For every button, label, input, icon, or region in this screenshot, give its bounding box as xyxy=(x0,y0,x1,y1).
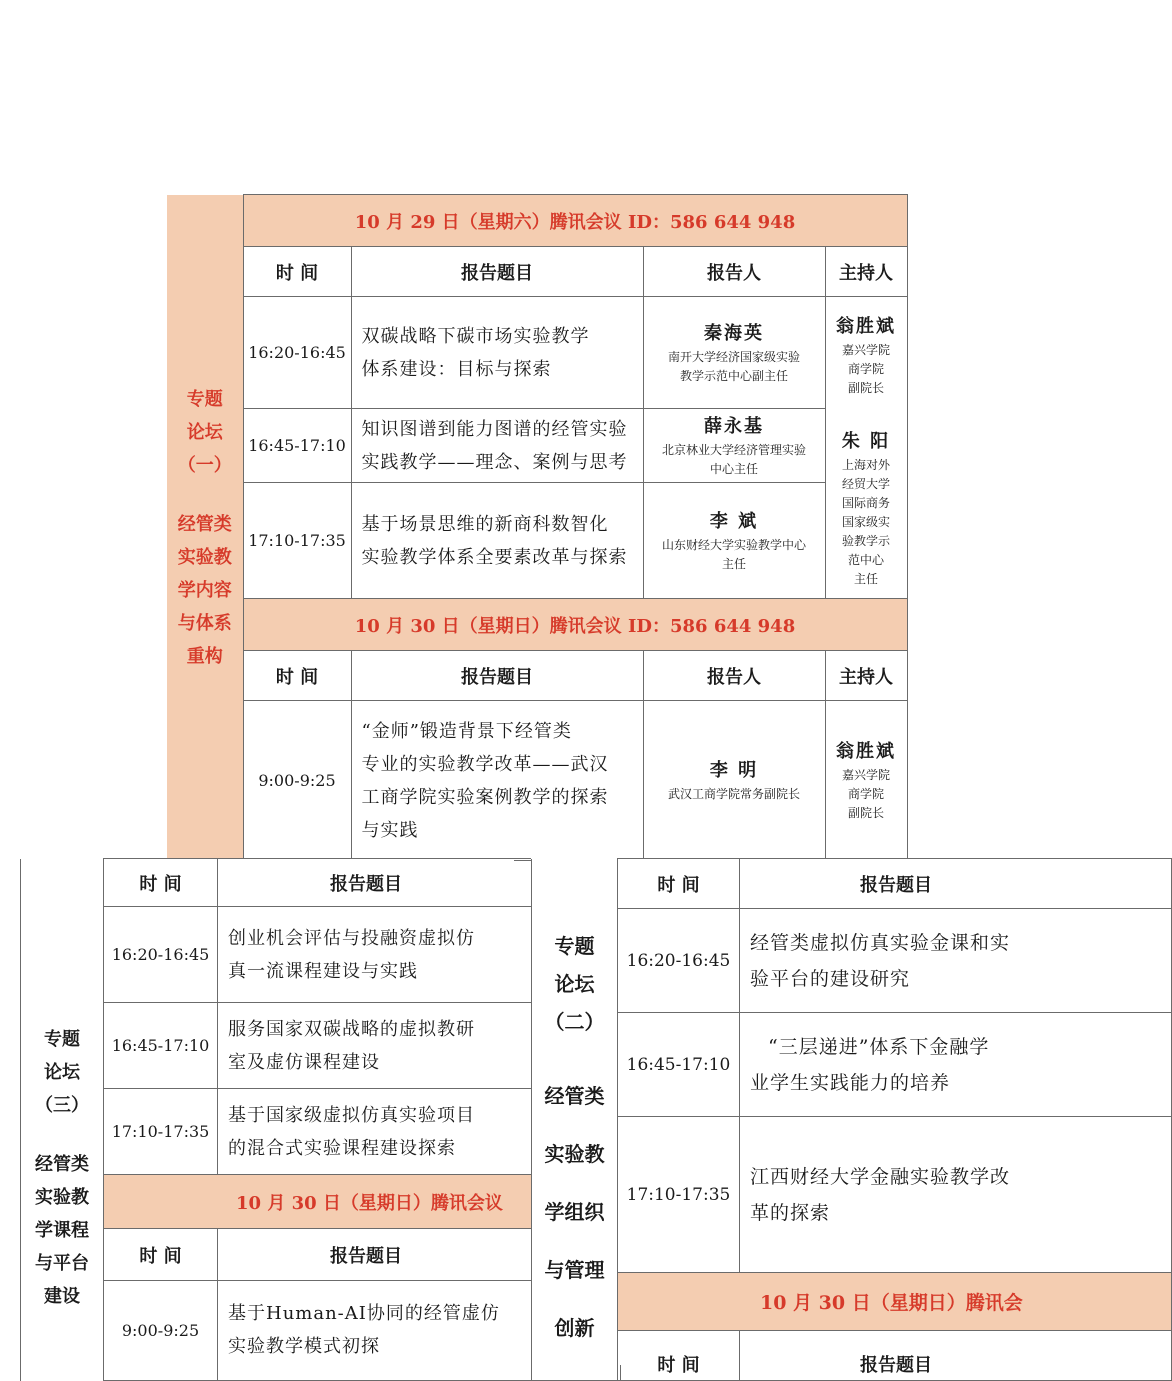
table-row xyxy=(167,701,907,861)
session-topic xyxy=(351,701,643,861)
session-time: 17:10-17:35 xyxy=(618,1117,740,1273)
header-host: 主持人 xyxy=(825,651,907,701)
speaker-name: 李 斌 xyxy=(709,510,759,532)
topic-line: 实践教学——理念、案例与思考 xyxy=(361,451,628,473)
forum-label-line: 论坛 xyxy=(44,1061,80,1083)
forum-label-line: （一） xyxy=(177,454,232,476)
host-entry xyxy=(826,297,907,398)
speaker-org: 山东财经大学实验教学中心 xyxy=(661,537,806,552)
header-time: 时 间 xyxy=(243,247,351,297)
forum-label-line: 论坛 xyxy=(554,971,595,996)
speaker-org: 北京林业大学经济管理实验 xyxy=(661,442,806,457)
topic-line: 双碳战略下碳市场实验教学 xyxy=(361,325,590,347)
header-time: 时 间 xyxy=(104,1229,218,1281)
session-time: 16:20-16:45 xyxy=(243,297,351,409)
speaker-org: 武汉工商学院常务副院长 xyxy=(667,787,800,801)
session-topic xyxy=(740,1013,1172,1117)
session-topic xyxy=(351,409,643,483)
topic-line: “三层递进”体系下金融学 xyxy=(768,1035,990,1058)
topic-line: 业学生实践能力的培养 xyxy=(750,1071,951,1094)
header-time: 时 间 xyxy=(243,651,351,701)
topic-line: 实验教学模式初探 xyxy=(228,1336,380,1357)
host-org: 商学院 xyxy=(848,787,885,801)
table-row xyxy=(167,483,907,599)
host-entry xyxy=(826,398,907,589)
header-time: 时 间 xyxy=(618,859,740,909)
session-topic xyxy=(351,297,643,409)
session-time: 17:10-17:35 xyxy=(243,483,351,599)
header-topic: 报告题目 xyxy=(351,247,643,297)
forum-theme-line: 与体系 xyxy=(177,612,232,634)
header-topic: 报告题目 xyxy=(351,651,643,701)
session-time: 16:45-17:10 xyxy=(104,1003,218,1089)
speaker-name: 秦海英 xyxy=(704,322,764,344)
header-topic: 报告题目 xyxy=(740,859,1172,909)
topic-line: 验平台的建设研究 xyxy=(750,967,911,990)
topic-line: 实验教学体系全要素改革与探索 xyxy=(361,546,628,568)
session-topic xyxy=(351,483,643,599)
session-topic xyxy=(740,1117,1172,1273)
forum-theme-line: 实验教 xyxy=(35,1186,89,1208)
forum-theme-line: 与平台 xyxy=(35,1252,89,1274)
header-speaker: 报告人 xyxy=(643,651,825,701)
host-org: 副院长 xyxy=(848,806,885,820)
schedule-table-forum-two xyxy=(531,858,1172,1381)
forum-three-sidebar xyxy=(21,859,104,1381)
host-org: 范中心 xyxy=(848,553,885,567)
forum-label-line: （三） xyxy=(35,1094,89,1116)
forum-label-line: （二） xyxy=(544,1009,605,1034)
speaker-name: 李 明 xyxy=(709,760,759,781)
topic-line: 的混合式实验课程建设探索 xyxy=(228,1137,456,1159)
session-hosts xyxy=(825,297,907,599)
schedule-table-forum-one xyxy=(167,194,908,861)
forum-theme-line: 实验教 xyxy=(177,546,232,568)
host-org: 经贸大学 xyxy=(842,477,891,491)
topic-line: 体系建设：目标与探索 xyxy=(361,358,552,380)
forum-theme-line: 学课程 xyxy=(35,1219,89,1241)
forum-label-line: 专题 xyxy=(186,388,223,410)
host-org: 国际商务 xyxy=(842,496,891,510)
forum-theme-line: 实验教 xyxy=(544,1141,605,1166)
topic-line: 江西财经大学金融实验教学改 xyxy=(750,1165,1011,1188)
forum-theme-line: 与管理 xyxy=(544,1257,605,1282)
day-title-text: 10 月 30 日（星期日）腾讯会议 xyxy=(236,1192,503,1214)
session-topic xyxy=(740,909,1172,1013)
session-host xyxy=(825,701,907,861)
forum-theme-line: 重构 xyxy=(186,645,223,667)
speaker-org: 中心主任 xyxy=(709,461,758,476)
topic-line: 知识图谱到能力图谱的经管实验 xyxy=(361,418,628,440)
host-org: 副院长 xyxy=(848,381,885,395)
header-topic: 报告题目 xyxy=(218,859,621,907)
topic-line: 基于国家级虚拟仿真实验项目 xyxy=(228,1104,475,1126)
session-time: 17:10-17:35 xyxy=(104,1089,218,1175)
host-org: 嘉兴学院 xyxy=(842,343,891,357)
session-time: 16:45-17:10 xyxy=(618,1013,740,1117)
topic-line: 专业的实验教学改革——武汉 xyxy=(361,753,609,775)
day-title-text: 10 月 30 日（星期日）腾讯会 xyxy=(760,1292,1023,1314)
day-title-oct30: 10 月 30 日（星期日）腾讯会议 ID：586 644 948 xyxy=(243,599,907,651)
forum-two-label xyxy=(545,927,605,1357)
header-speaker: 报告人 xyxy=(643,247,825,297)
panel-forum-three xyxy=(20,858,514,1365)
topic-line: “金师”锻造背景下经管类 xyxy=(361,720,572,742)
table-row xyxy=(532,909,1172,1013)
topic-line: 室及虚仿课程建设 xyxy=(228,1051,380,1073)
host-org: 主任 xyxy=(854,572,879,586)
forum-three-label xyxy=(35,1023,89,1313)
panel-forum-one xyxy=(167,194,907,858)
topic-line: 创业机会评估与投融资虚拟仿 xyxy=(228,927,475,949)
session-time: 16:20-16:45 xyxy=(104,907,218,1003)
topic-line: 革的探索 xyxy=(750,1201,831,1224)
forum-two-sidebar xyxy=(532,859,618,1381)
session-speaker xyxy=(643,483,825,599)
day-title-oct29: 10 月 29 日（星期六）腾讯会议 ID：586 644 948 xyxy=(243,195,907,247)
table-row xyxy=(532,1117,1172,1273)
topic-line: 基于场景思维的新商科数智化 xyxy=(361,513,609,535)
host-org: 嘉兴学院 xyxy=(842,768,891,782)
forum-one-sidebar xyxy=(167,195,243,861)
session-speaker xyxy=(643,297,825,409)
forum-one-label xyxy=(178,383,232,673)
header-host: 主持人 xyxy=(825,247,907,297)
forum-label-line: 专题 xyxy=(44,1028,80,1050)
table-row xyxy=(167,409,907,483)
host-name: 翁胜斌 xyxy=(836,741,896,762)
panel-forum-two xyxy=(531,858,1024,1376)
forum-theme-line: 创新 xyxy=(554,1315,595,1340)
header-time: 时 间 xyxy=(104,859,218,907)
session-time: 16:45-17:10 xyxy=(243,409,351,483)
session-time: 9:00-9:25 xyxy=(243,701,351,861)
table-row xyxy=(532,1013,1172,1117)
speaker-org: 教学示范中心副主任 xyxy=(679,368,788,383)
forum-theme-line: 建设 xyxy=(44,1285,80,1307)
day-title-oct30 xyxy=(618,1273,1172,1331)
forum-label-line: 专题 xyxy=(554,933,595,958)
host-name: 翁胜斌 xyxy=(836,316,896,337)
host-name: 朱 阳 xyxy=(841,431,891,452)
topic-line: 真一流课程建设与实践 xyxy=(228,960,418,982)
session-speaker xyxy=(643,409,825,483)
topic-line: 服务国家双碳战略的虚拟教研 xyxy=(228,1018,475,1040)
host-org: 国家级实 xyxy=(842,515,891,529)
session-time: 9:00-9:25 xyxy=(104,1281,218,1381)
speaker-org: 南开大学经济国家级实验 xyxy=(667,349,800,364)
forum-label-line: 论坛 xyxy=(186,421,223,443)
host-org: 上海对外 xyxy=(842,458,891,472)
forum-theme-line: 经管类 xyxy=(544,1083,605,1108)
topic-line: 工商学院实验案例教学的探索 xyxy=(361,786,609,808)
topic-line: 基于Human-AI协同的经管虚仿 xyxy=(228,1303,500,1324)
speaker-org: 主任 xyxy=(721,556,746,571)
header-time: 时 间 xyxy=(618,1331,740,1381)
forum-theme-line: 经管类 xyxy=(35,1153,89,1175)
session-speaker xyxy=(643,701,825,861)
header-topic: 报告题目 xyxy=(740,1331,1172,1381)
host-org: 商学院 xyxy=(848,362,885,376)
topic-line: 经管类虚拟仿真实验金课和实 xyxy=(750,931,1011,954)
forum-theme-line: 学组织 xyxy=(544,1199,605,1224)
speaker-name: 薛永基 xyxy=(704,415,764,437)
forum-theme-line: 经管类 xyxy=(177,513,232,535)
header-topic: 报告题目 xyxy=(218,1229,621,1281)
forum-theme-line: 学内容 xyxy=(177,579,232,601)
host-org: 验教学示 xyxy=(842,534,891,548)
session-time: 16:20-16:45 xyxy=(618,909,740,1013)
topic-line: 与实践 xyxy=(361,819,419,841)
table-row xyxy=(167,297,907,409)
